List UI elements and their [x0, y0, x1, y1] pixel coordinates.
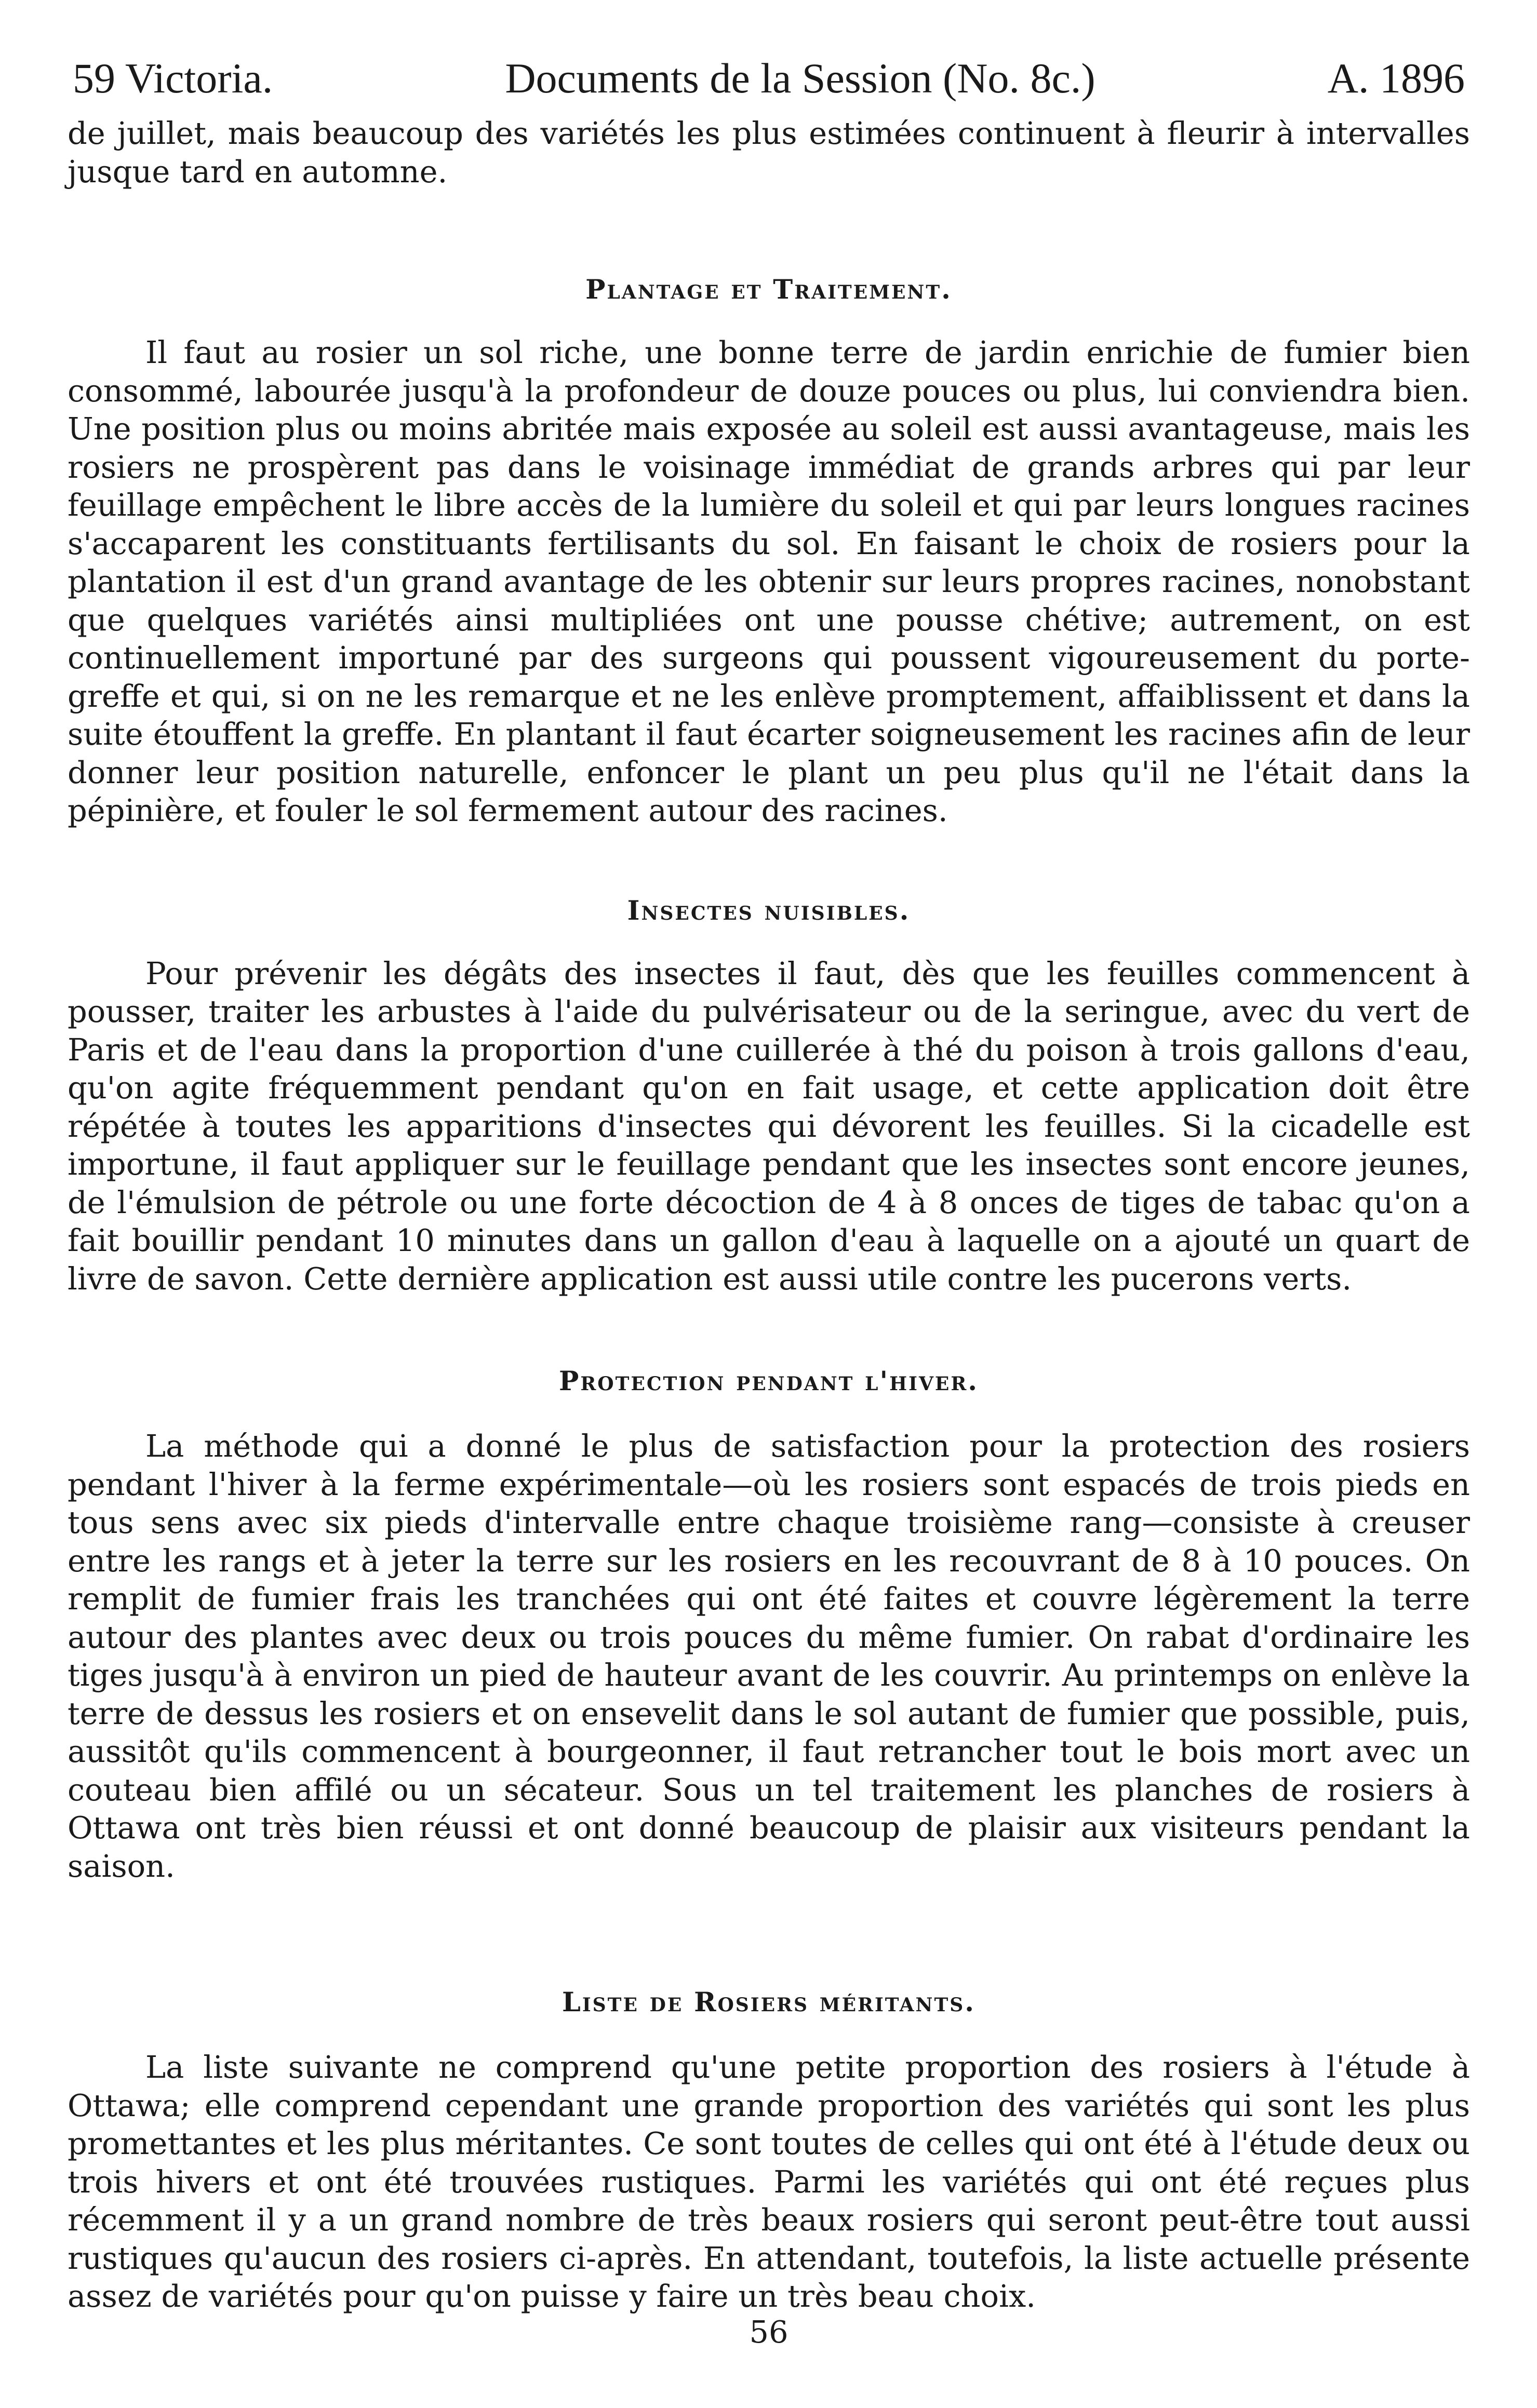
heading-insectes: Insectes nuisibles.	[627, 895, 911, 926]
heading-liste: Liste de Rosiers méritants.	[562, 1987, 976, 2018]
paragraph-liste: La liste suivante ne comprend qu'une petite proportion des rosiers à l'étude à Ottawa; elle comprend cependant une grande proportion des variétés qui sont les plus promettantes et les plus méritantes. Ce sont toutes de celles qui ont été à l'étude deux ou trois hivers et ont été trouvées rustiques. Parmi les variétés qui ont été reçues plus récemment il y a un grand nombre de très beaux rosiers qui seront peut-être tout aussi rustiques qu'aucun des rosiers ci-après. En attendant, toutefois, la liste actuelle présente assez de variétés pour qu'on puisse y faire un très beau choix.	[68, 2049, 1470, 2314]
paragraph-protection: La méthode qui a donné le plus de satisfaction pour la protection des rosiers pendant l'hiver à la ferme expérimentale—où les rosiers sont espacés de trois pieds en tous sens avec six pieds d'intervalle entre chaque troisième rang—consiste à creuser entre les rangs et à jeter la terre sur les rosiers en les recouvrant de 8 à 10 pouces. On remplit de fumier frais les tranchées qui ont été faites et couvre légèrement la terre autour des plantes avec deux ou trois pouces du même fumier. On rabat d'ordinaire les tiges jusqu'à à environ un pied de hauteur avant de les couvrir. Au printemps on enlève la terre de dessus les rosiers et on ensevelit dans le sol autant de fumier que possible, puis, aussitôt qu'ils commencent à bourgeonner, il faut retrancher tout le bois mort avec un couteau bien affilé ou un sécateur. Sous un tel traitement les planches de rosiers à Ottawa ont très bien réussi et ont donné beaucoup de plaisir aux visiteurs pendant la saison.	[68, 1428, 1470, 1884]
heading-protection: Protection pendant l'hiver.	[559, 1366, 979, 1397]
header-document-title: Documents de la Session (No. 8c.)	[505, 55, 1095, 102]
header-edition-year: A. 1896	[1327, 55, 1465, 102]
running-header	[68, 57, 1470, 114]
heading-plantage: Plantage et Traitement.	[585, 274, 952, 305]
paragraph-plantage: Il faut au rosier un sol riche, une bonne terre de jardin enrichie de fumier bien consommé, labourée jusqu'à la profondeur de douze pouces ou plus, lui conviendra bien. Une position plus ou moins abritée mais exposée au soleil est aussi avantageuse, mais les rosiers ne prospèrent pas dans le voisinage immédiat de grands arbres qui par leur feuillage empêchent le libre accès de la lumière du soleil et qui par leurs longues racines s'accaparent les constituants fertilisants du sol. En faisant le choix de rosiers pour la plantation il est d'un grand avantage de les obtenir sur leurs propres racines, nonobstant que quelques variétés ainsi multipliées ont une pousse chétive; autrement, on est continuellement importuné par des surgeons qui poussent vigoureusement du porte-greffe et qui, si on ne les remarque et ne les enlève promptement, affaiblissent et dans la suite étouffent la greffe. En plantant il faut écarter soigneusement les racines afin de leur donner leur position naturelle, enfoncer le plant un peu plus qu'il ne l'était dans la pépinière, et fouler le sol fermement autour des racines.	[68, 334, 1470, 828]
header-session-year: 59 Victoria.	[73, 55, 273, 102]
document-page	[68, 57, 1470, 2348]
paragraph-intro: de juillet, mais beaucoup des variétés les plus estimées continuent à fleurir à intervalles jusque tard en automne.	[68, 115, 1470, 190]
paragraph-insectes: Pour prévenir les dégâts des insectes il faut, dès que les feuilles commencent à pousser, traiter les arbustes à l'aide du pulvérisateur ou de la seringue, avec du vert de Paris et de l'eau dans la proportion d'une cuillerée à thé du poison à trois gallons d'eau, qu'on agite fréquemment pendant qu'on en fait usage, et cette application doit être répétée à toutes les apparitions d'insectes qui dévorent les feuilles. Si la cicadelle est importune, il faut appliquer sur le feuillage pendant que les insectes sont encore jeunes, de l'émulsion de pétrole ou une forte décoction de 4 à 8 onces de tiges de tabac qu'on a fait bouillir pendant 10 minutes dans un gallon d'eau à laquelle on a ajouté un quart de livre de savon. Cette dernière application est aussi utile contre les pucerons verts.	[68, 955, 1470, 1297]
page-number: 56	[749, 2313, 788, 2350]
